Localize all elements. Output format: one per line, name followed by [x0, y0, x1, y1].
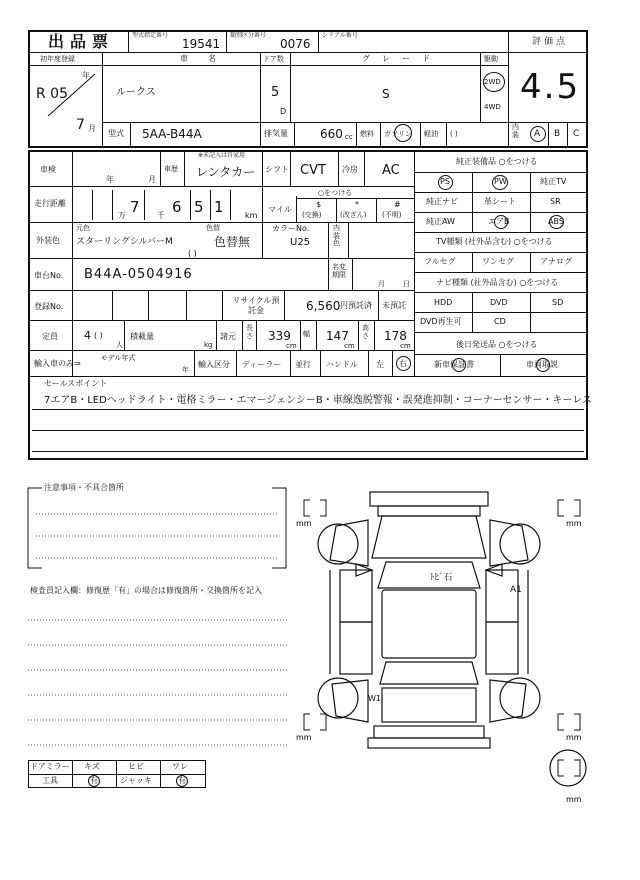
divider — [414, 332, 588, 333]
divider — [256, 320, 257, 350]
disp-value: 660 — [320, 127, 343, 141]
divider — [328, 258, 329, 290]
interior-color-label: 内装色 — [333, 224, 340, 248]
import-dealer: ディーラー — [242, 360, 282, 369]
equip-item: 純正AW — [426, 217, 455, 226]
divider — [368, 350, 369, 376]
drive-label: 駆動 — [484, 55, 498, 63]
divider — [414, 252, 588, 253]
tv-title: TV種類 (社外品含む) ○をつける — [436, 237, 553, 246]
inspector-lines — [28, 600, 290, 750]
tv-option: ワンセグ — [482, 257, 514, 266]
divider — [28, 258, 414, 259]
divider — [508, 52, 588, 53]
grade-score: 4.5 — [520, 67, 581, 107]
divider — [28, 376, 588, 377]
divider — [128, 30, 129, 52]
divider — [260, 122, 261, 148]
notes-bracket — [26, 483, 288, 570]
len-unit: cm — [286, 342, 297, 350]
mileage-man: 万 — [118, 211, 126, 220]
odo-sym: * — [355, 200, 359, 209]
divider — [28, 290, 414, 291]
len-label: 長さ — [246, 324, 253, 340]
orig-color-label: 元色 — [76, 224, 90, 232]
mm-label: mm — [566, 795, 582, 804]
grade-value: S — [382, 87, 390, 101]
divider — [116, 760, 117, 788]
divider — [28, 52, 508, 53]
divider — [328, 222, 329, 258]
equip-circle — [494, 215, 508, 229]
divider — [72, 760, 73, 788]
divider — [508, 122, 509, 148]
model-year-suffix: 年 — [182, 366, 189, 374]
divider — [32, 451, 584, 452]
divider — [548, 122, 549, 148]
damage-mark-right: A1 — [510, 585, 522, 595]
insp-month: 月 — [148, 175, 156, 184]
divider — [414, 172, 588, 173]
serial-label: シリアル番号 — [322, 32, 358, 39]
mileage-digit: 5 — [194, 198, 204, 216]
divider — [374, 320, 375, 350]
repaint-label: 色替 — [206, 224, 220, 232]
divider — [530, 252, 531, 272]
import-label: 輸入車のみ⇒ — [34, 359, 81, 368]
name-change-label: 名変期限 — [332, 263, 346, 280]
page-title: 出品票 — [48, 32, 115, 51]
capacity-unit: 人 — [116, 341, 123, 349]
divider — [112, 290, 113, 320]
equip-circle — [438, 175, 453, 190]
wid-value: 147 — [326, 329, 349, 343]
car-name-label: 車名 — [180, 54, 236, 63]
divider — [28, 320, 414, 321]
tools-cell: 工具 — [42, 776, 58, 785]
divider — [380, 122, 381, 148]
divider — [358, 320, 359, 350]
tools-cell: ジャッキ — [120, 776, 152, 785]
later-circle — [536, 358, 550, 372]
odo-text: (改ざん) — [340, 211, 367, 219]
mm-label: mm — [296, 733, 312, 742]
divider — [530, 172, 531, 232]
divider — [230, 190, 231, 220]
odo-sym: $ — [316, 200, 322, 209]
divider — [92, 190, 93, 220]
shift-value: CVT — [300, 163, 326, 178]
divider — [28, 65, 508, 66]
divider — [28, 222, 414, 223]
name-change-day: 日 — [403, 280, 410, 288]
divider — [352, 258, 353, 290]
divider — [376, 198, 377, 222]
divider — [290, 52, 291, 122]
tv-option: フルセグ — [424, 257, 456, 266]
equip-item: ABS — [548, 217, 564, 226]
car-diagram — [290, 470, 590, 810]
odo-text: (交換) — [302, 211, 322, 219]
fuel-circle — [394, 124, 412, 142]
fuel-label: 燃料 — [360, 130, 374, 138]
type-label: 型式 — [108, 129, 124, 138]
divider — [318, 30, 319, 52]
year-suffix: 年 — [82, 71, 90, 80]
grade-col-label: グレード — [362, 54, 442, 63]
damage-mark-left: W1 — [368, 694, 381, 703]
len-value: 339 — [268, 329, 291, 343]
divider — [320, 350, 321, 376]
divider — [262, 186, 263, 222]
tools-cell: キズ — [84, 762, 100, 771]
hgt-value: 178 — [384, 329, 407, 343]
divider — [414, 232, 588, 233]
divider — [148, 290, 149, 320]
orig-color-value: スターリングシルバーM — [76, 237, 173, 247]
equipment-title: 純正装備品 ○をつける — [456, 157, 538, 166]
navi-option: HDD — [434, 298, 453, 307]
mileage-digit: 6 — [172, 198, 182, 216]
later-option: 車両取説 — [526, 360, 558, 369]
divider — [184, 150, 185, 186]
damage-mark-front: ﾄﾋﾞ石 — [430, 573, 453, 583]
divider — [472, 292, 473, 332]
divider — [32, 430, 584, 431]
capacity-value: 4 — [84, 329, 91, 342]
ac-label: 冷房 — [342, 165, 358, 174]
divider — [378, 290, 379, 320]
mileage-digit: 1 — [214, 198, 224, 216]
chassis-label: 車台No. — [34, 271, 64, 280]
load-unit: kg — [204, 341, 213, 349]
recycle-value: 6,560 — [306, 299, 341, 313]
tools-circle — [88, 775, 100, 787]
divider — [112, 190, 113, 220]
capacity-paren: ( ) — [94, 331, 103, 340]
divider — [294, 122, 295, 148]
tools-cell: ワレ — [172, 762, 188, 771]
divider — [480, 52, 481, 122]
divider — [144, 190, 145, 220]
hgt-unit: cm — [400, 342, 411, 350]
equip-item: SR — [550, 197, 561, 206]
interior-c: C — [573, 129, 580, 139]
color-label: 外装色 — [36, 236, 60, 245]
divider — [186, 290, 187, 320]
interior-b: B — [554, 129, 561, 139]
import-class-label: 輸入区分 — [198, 360, 230, 369]
disp-label: 排気量 — [264, 129, 288, 138]
class-label: 類別区分番号 — [230, 32, 267, 39]
load-label: 積載量 — [130, 332, 154, 341]
divider — [348, 222, 349, 258]
first-reg-era: R 05 — [36, 86, 68, 102]
hgt-label: 高さ — [362, 324, 369, 340]
equip-item: 純正TV — [540, 177, 567, 186]
divider — [290, 350, 291, 376]
tools-cell: ドアミラー — [30, 762, 70, 771]
doors-label: ドア数 — [263, 55, 284, 63]
model-year-label: モデル年式 — [100, 354, 136, 362]
divider — [72, 150, 73, 376]
mileage-label: 走行距離 — [34, 199, 66, 208]
navi-title: ナビ種類 (社外品含む) ○をつける — [436, 278, 559, 287]
divider — [414, 354, 588, 355]
equip-item: 革シート — [484, 197, 516, 206]
shift-label: シフト — [265, 165, 289, 174]
tools-cell: 有 — [178, 776, 186, 785]
mileage-digits — [74, 188, 264, 222]
wid-unit: cm — [344, 342, 355, 350]
divider — [130, 122, 131, 148]
divider — [414, 150, 415, 376]
divider — [392, 350, 393, 376]
model-cert-label: 型式指定番号 — [132, 32, 169, 39]
recycle-label: リサイクル預託金 — [232, 296, 280, 315]
inspection-label: 車検 — [40, 165, 56, 174]
tools-circle — [176, 775, 188, 787]
equip-circle — [492, 175, 508, 190]
divider — [28, 186, 414, 187]
colorno-label: カラーNo. — [272, 224, 310, 233]
divider — [260, 52, 261, 122]
mileage-km: km — [245, 211, 258, 220]
fuel-paren: ( ) — [450, 130, 458, 138]
divider — [242, 320, 243, 350]
grade-label: 評価点 — [532, 37, 569, 47]
mm-label: mm — [566, 519, 582, 528]
odo-text: (不明) — [382, 211, 402, 219]
later-title: 後日発送品 ○をつける — [456, 340, 538, 349]
history-note: ※未記入は自家用 — [198, 152, 246, 159]
interior-label: 内装 — [512, 123, 519, 139]
divider — [472, 252, 473, 272]
divider — [296, 198, 414, 199]
sales-text: 7エアB・LEDヘッドライト・電格ミラー・エマージェンシーB・車線逸脱警報・誤発進抑制・コーナーセンサー・キーレス — [44, 395, 593, 406]
divider — [102, 122, 508, 123]
divider — [32, 409, 584, 410]
divider — [296, 196, 297, 222]
wid-label: 幅 — [303, 330, 310, 338]
divider — [414, 212, 588, 213]
repaint-paren: ( ) — [188, 249, 197, 258]
divider — [190, 190, 191, 220]
divider — [420, 122, 421, 148]
chassis-value: B44A-0504916 — [84, 267, 193, 282]
fuel-diesel: 軽油 — [424, 130, 438, 138]
divider — [28, 350, 414, 351]
equip-item: 純正ナビ — [426, 197, 458, 206]
divider — [336, 198, 337, 222]
divider — [210, 190, 211, 220]
fuel-gas: ガソリン — [384, 130, 412, 138]
divider — [290, 150, 291, 186]
divider — [226, 30, 227, 52]
divider — [222, 290, 223, 320]
later-option: 新車保証書 — [434, 360, 474, 369]
tools-cell: 有 — [90, 776, 98, 785]
divider — [338, 150, 339, 186]
handle-left: 左 — [376, 360, 384, 369]
recycle-none: 未預託 — [382, 301, 406, 310]
later-circle — [452, 358, 466, 372]
divider — [567, 122, 568, 148]
history-label: 車歴 — [164, 165, 178, 173]
divider — [124, 320, 125, 350]
odo-sym: # — [394, 200, 401, 209]
divider — [472, 172, 473, 232]
divider — [262, 222, 263, 258]
first-reg-label: 初年度登録 — [40, 55, 75, 63]
divider — [414, 312, 588, 313]
navi-option: DVD再生可 — [420, 317, 462, 326]
tv-option: アナログ — [540, 257, 572, 266]
import-parallel: 並行 — [295, 360, 311, 369]
divider — [236, 350, 237, 376]
class-value: 0076 — [280, 37, 311, 51]
equip-circle — [549, 215, 564, 229]
colorno-value: U25 — [290, 237, 311, 248]
equip-item: エアB — [488, 217, 510, 226]
divider — [500, 354, 501, 376]
divider — [160, 760, 161, 788]
door-suffix: D — [280, 107, 287, 116]
divider — [414, 272, 588, 273]
divider — [300, 320, 301, 350]
month-suffix: 月 — [88, 124, 96, 133]
navi-option: DVD — [490, 298, 508, 307]
handle-label: ハンドル — [326, 360, 358, 369]
mileage-sen: 千 — [157, 211, 165, 220]
divider — [216, 320, 217, 350]
history-value: レンタカー — [196, 165, 256, 179]
capacity-label: 定員 — [42, 332, 58, 341]
dim-label: 諸元 — [220, 332, 236, 341]
type-value: 5AA-B44A — [142, 127, 202, 141]
inspector-label: 検査員記入欄：修復歴「有」の場合は修復箇所・交換箇所を記入 — [30, 586, 262, 595]
mm-label: mm — [296, 519, 312, 528]
divider — [160, 150, 161, 186]
tools-cell: ヒビ — [128, 762, 144, 771]
first-reg-month: 7 — [76, 117, 85, 133]
interior-a: A — [534, 129, 541, 139]
navi-option: CD — [494, 317, 506, 326]
divider — [414, 192, 588, 193]
insp-year: 年 — [106, 175, 114, 184]
divider — [194, 350, 195, 376]
sales-label: セールスポイント — [44, 379, 108, 388]
divider — [356, 122, 357, 148]
divider — [284, 290, 285, 320]
car-name-value: ルークス — [116, 87, 156, 98]
name-change-month: 月 — [378, 280, 385, 288]
divider — [262, 150, 263, 186]
divider — [446, 122, 447, 148]
recycle-unit: 円預託済 — [340, 301, 372, 310]
disp-unit: cc — [345, 133, 353, 141]
mileage-digit: 7 — [130, 198, 140, 216]
model-cert-value: 19541 — [182, 37, 221, 51]
divider — [316, 320, 317, 350]
handle-right: 右 — [399, 359, 407, 368]
navi-option: SD — [552, 298, 564, 307]
repaint-value: 色替無 — [214, 235, 251, 249]
odo-header: ○をつける — [318, 189, 353, 197]
drive-4wd: 4WD — [484, 103, 501, 111]
divider — [102, 52, 103, 148]
divider — [414, 292, 588, 293]
mile-label: マイル — [268, 205, 292, 214]
ac-value: AC — [382, 163, 400, 178]
notes-label: 注意事項・不具合箇所 — [44, 483, 124, 492]
reg-label: 登録No. — [34, 302, 64, 311]
equip-item: PS — [440, 177, 450, 186]
mm-label: mm — [566, 733, 582, 742]
divider — [364, 150, 365, 186]
equip-item: PW — [494, 177, 507, 186]
divider — [530, 292, 531, 332]
doors-value: 5 — [271, 85, 280, 100]
drive-2wd: 2WD — [484, 78, 501, 86]
